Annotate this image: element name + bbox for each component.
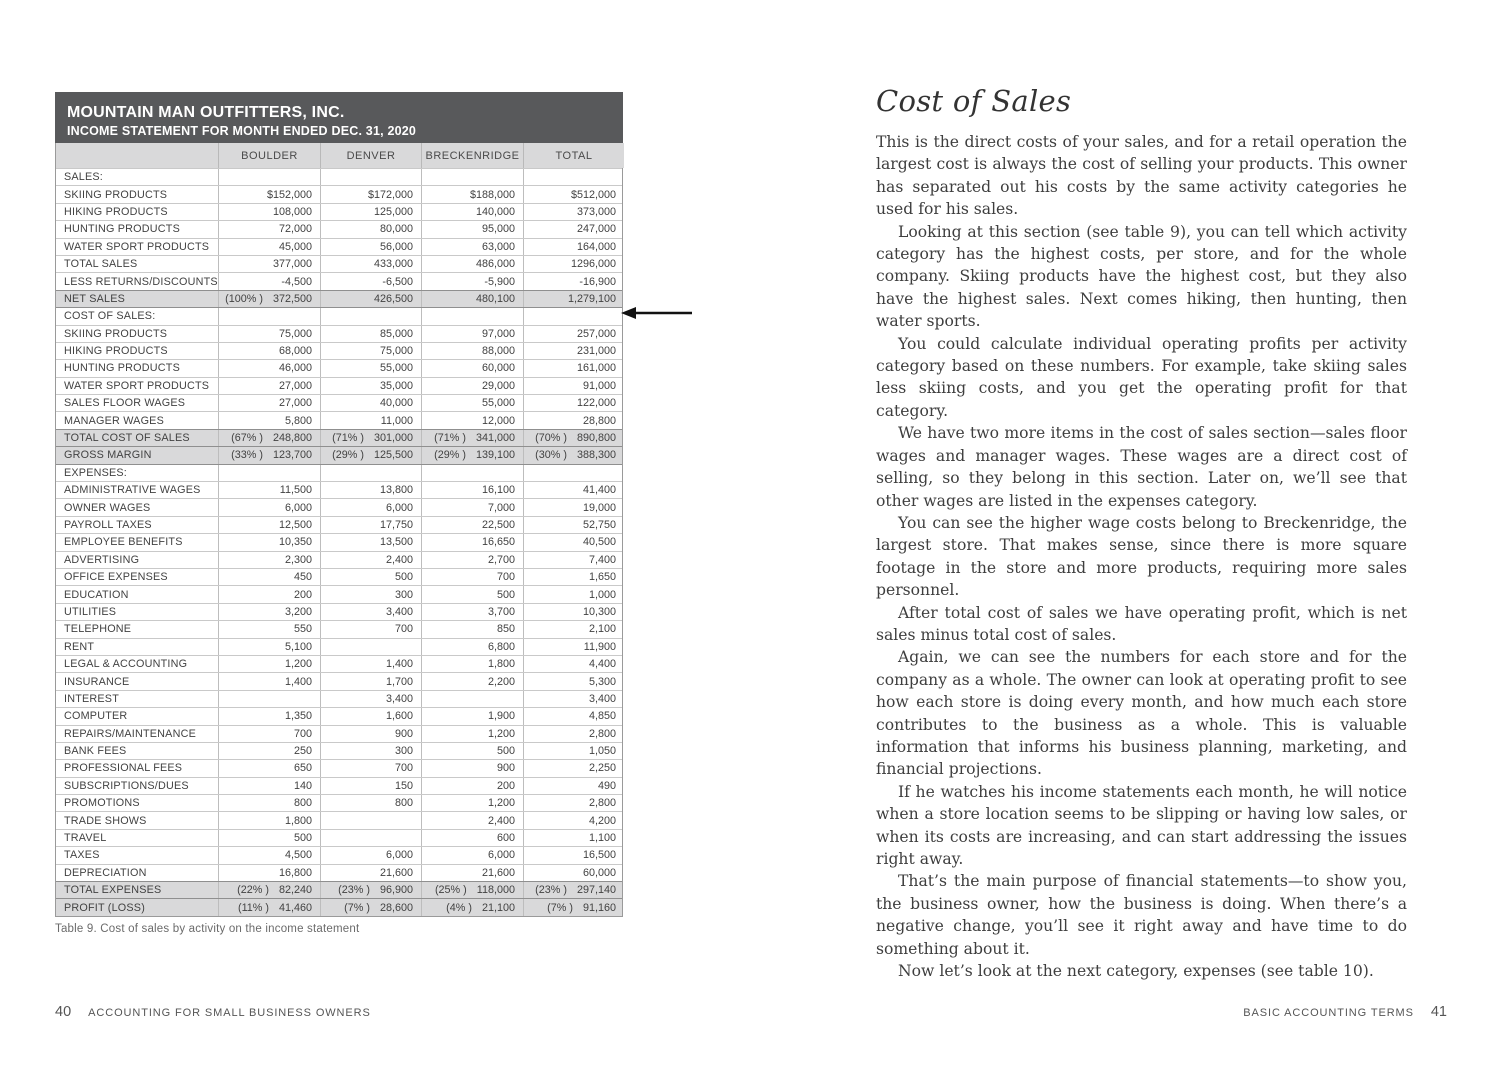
table-row [56, 707, 622, 724]
cell-value: 700 [320, 621, 421, 637]
cell-value: 247,000 [523, 221, 624, 237]
cell-value: 2,100 [523, 621, 624, 637]
cell-value: 68,000 [218, 343, 320, 359]
row-label: COMPUTER [64, 710, 128, 723]
cell-value: 40,000 [320, 395, 421, 411]
cell-value: (29% ) 139,100 [421, 447, 523, 463]
cell-value [218, 308, 320, 324]
cell-value: 88,000 [421, 343, 523, 359]
cell-value: 480,100 [421, 291, 523, 307]
cell-value [421, 465, 523, 481]
cell-value: (100% ) 372,500 [218, 291, 320, 307]
row-label: NET SALES [64, 292, 126, 305]
table-row [56, 238, 622, 255]
cell-value: (71% ) 341,000 [421, 430, 523, 446]
cell-value: 231,000 [523, 343, 624, 359]
table-row [56, 690, 622, 707]
row-label: HIKING PRODUCTS [64, 205, 168, 218]
row-label: EMPLOYEE BENEFITS [64, 536, 183, 549]
cell-value: 85,000 [320, 326, 421, 342]
cell-value [320, 169, 421, 185]
cell-value: 2,400 [320, 552, 421, 568]
cell-value: 1,800 [218, 812, 320, 828]
cell-value: 27,000 [218, 378, 320, 394]
row-label: PROMOTIONS [64, 797, 140, 810]
cell-value [421, 308, 523, 324]
cell-value: 63,000 [421, 239, 523, 255]
row-label: TAXES [64, 849, 100, 862]
cell-value: 4,400 [523, 656, 624, 672]
right-page-footer [1243, 1004, 1447, 1020]
row-label: UTILITIES [64, 605, 117, 618]
cell-value: 60,000 [523, 865, 624, 881]
cell-value: 12,000 [421, 412, 523, 428]
cell-value: 164,000 [523, 239, 624, 255]
cell-value: 5,300 [523, 673, 624, 689]
table-row [56, 864, 622, 881]
income-table-header-row [56, 143, 622, 168]
cell-value: 700 [320, 760, 421, 776]
cell-value: 75,000 [320, 343, 421, 359]
cell-value: 46,000 [218, 360, 320, 376]
cell-value: 6,000 [218, 499, 320, 515]
table-caption: Table 9. Cost of sales by activity on the income statement [55, 923, 360, 935]
cell-value: 500 [218, 830, 320, 846]
cell-value: 40,500 [523, 534, 624, 550]
income-table-body [56, 168, 622, 916]
cell-value: (70% ) 890,800 [523, 430, 624, 446]
cell-value: 16,650 [421, 534, 523, 550]
table-row [56, 846, 622, 863]
cell-value: 900 [320, 726, 421, 742]
row-label: RENT [64, 640, 95, 653]
cell-value: 4,850 [523, 708, 624, 724]
row-label: BANK FEES [64, 745, 127, 758]
row-label: WATER SPORT PRODUCTS [64, 379, 210, 392]
cell-value: (25% ) 118,000 [421, 882, 523, 898]
cell-value: 80,000 [320, 221, 421, 237]
cell-value [421, 169, 523, 185]
cell-value: 433,000 [320, 256, 421, 272]
cell-value: 800 [218, 795, 320, 811]
cell-value: 140,000 [421, 204, 523, 220]
cell-value: 2,200 [421, 673, 523, 689]
cell-value: 377,000 [218, 256, 320, 272]
table-row [56, 811, 622, 828]
cell-value [523, 308, 624, 324]
cell-value [218, 465, 320, 481]
cell-value: 11,000 [320, 412, 421, 428]
cell-value: 1,279,100 [523, 291, 624, 307]
cell-value [218, 169, 320, 185]
cell-value: 22,500 [421, 517, 523, 533]
cell-value: 75,000 [218, 326, 320, 342]
cell-value: 21,600 [320, 865, 421, 881]
cell-value: 7,000 [421, 499, 523, 515]
row-label: ADVERTISING [64, 553, 140, 566]
cell-value: 7,400 [523, 552, 624, 568]
table-row [56, 359, 622, 376]
row-label: SUBSCRIPTIONS/DUES [64, 779, 189, 792]
table-row [56, 377, 622, 394]
paragraph: Now let’s look at the next category, expenses (see table 10). [898, 962, 1374, 981]
cell-value: (67% ) 248,800 [218, 430, 320, 446]
cell-value: (33% ) 123,700 [218, 447, 320, 463]
table-row [56, 255, 622, 272]
table-row [56, 481, 622, 498]
table-subtitle: INCOME STATEMENT FOR MONTH ENDED DEC. 31, 2020 [67, 124, 417, 138]
row-label: MANAGER WAGES [64, 414, 164, 427]
cell-value: 2,700 [421, 552, 523, 568]
cell-value: 2,300 [218, 552, 320, 568]
cell-value: 257,000 [523, 326, 624, 342]
cell-value: $512,000 [523, 186, 624, 202]
cell-value [523, 169, 624, 185]
table-row [56, 498, 622, 515]
table-row [56, 290, 622, 307]
cell-value: 19,000 [523, 499, 624, 515]
cell-value: 1,800 [421, 656, 523, 672]
table-row [56, 446, 622, 463]
cell-value: 6,000 [421, 847, 523, 863]
cell-value: (23% ) 297,140 [523, 882, 624, 898]
cell-value: (71% ) 301,000 [320, 430, 421, 446]
row-label: TELEPHONE [64, 623, 132, 636]
cell-value: 41,400 [523, 482, 624, 498]
row-label: EXPENSES: [64, 466, 128, 479]
cell-value: 29,000 [421, 378, 523, 394]
row-label: INSURANCE [64, 675, 130, 688]
table-row [56, 672, 622, 689]
row-label: LEGAL & ACCOUNTING [64, 658, 188, 671]
cell-value: 60,000 [421, 360, 523, 376]
table-row [56, 516, 622, 533]
cell-value: 97,000 [421, 326, 523, 342]
cell-value [218, 691, 320, 707]
cell-value: 650 [218, 760, 320, 776]
cell-value: 2,250 [523, 760, 624, 776]
cell-value: -4,500 [218, 273, 320, 289]
cell-value: 4,500 [218, 847, 320, 863]
row-label: HUNTING PRODUCTS [64, 223, 180, 236]
cell-value: 6,800 [421, 639, 523, 655]
cell-value: (23% ) 96,900 [320, 882, 421, 898]
cell-value [320, 830, 421, 846]
cell-value [421, 691, 523, 707]
cell-value: 122,000 [523, 395, 624, 411]
row-label: PROFIT (LOSS) [64, 901, 145, 914]
cell-value: 6,000 [320, 847, 421, 863]
paragraph: That’s the main purpose of financial statements—to show you, the business owner, how the business is doing. When there’s a negative change, you’ll see it right away and have time to do something about it. [876, 872, 1407, 958]
row-label: TRAVEL [64, 832, 107, 845]
table-row [56, 220, 622, 237]
cell-value: 490 [523, 778, 624, 794]
cell-value: (30% ) 388,300 [523, 447, 624, 463]
cell-value: 12,500 [218, 517, 320, 533]
cell-value: 600 [421, 830, 523, 846]
table-row [56, 551, 622, 568]
paragraph: Looking at this section (see table 9), you can tell which activity category has the highest costs, per store, and for the whole company. Skiing products have the highest cost, but they also have the highest sales. Next comes hiking, then hunting, then water sports. [876, 222, 1407, 331]
table-row [56, 394, 622, 411]
row-label: OWNER WAGES [64, 501, 151, 514]
paragraph: You can see the higher wage costs belong to Breckenridge, the largest store. That makes sense, since there is more square footage in the store and more products, requiring more sales personnel. [876, 513, 1407, 600]
table-title: MOUNTAIN MAN OUTFITTERS, INC. [67, 104, 345, 121]
row-label: HUNTING PRODUCTS [64, 362, 180, 375]
table-row [56, 742, 622, 759]
cell-value: 16,500 [523, 847, 624, 863]
cell-value: 125,000 [320, 204, 421, 220]
paragraph: We have two more items in the cost of sales section—sales floor wages and manager wages. These wages are a direct cost of selling, so they belong in this section. Later on, we’ll see that other wages are listed in the expenses category. [876, 424, 1407, 510]
right-running-head: BASIC ACCOUNTING TERMS [1243, 1007, 1414, 1019]
table-row [56, 325, 622, 342]
paragraph: If he watches his income statements each month, he will notice when a store location seems to be slipping or having low sales, or when its costs are increasing, and can start addressing the issues right away. [876, 782, 1407, 868]
cell-value: 300 [320, 586, 421, 602]
column-header: TOTAL [523, 143, 624, 168]
table-row [56, 429, 622, 446]
cell-value: 200 [218, 586, 320, 602]
cell-value: $172,000 [320, 186, 421, 202]
cell-value: 13,500 [320, 534, 421, 550]
cell-value: (29% ) 125,500 [320, 447, 421, 463]
cell-value: 700 [218, 726, 320, 742]
cell-value: 1,000 [523, 586, 624, 602]
table-row [56, 829, 622, 846]
cell-value: 17,750 [320, 517, 421, 533]
table-row [56, 533, 622, 550]
cell-value: 10,350 [218, 534, 320, 550]
income-statement-table [55, 92, 623, 917]
section-heading: Cost of Sales [876, 84, 1072, 118]
cell-value: 52,750 [523, 517, 624, 533]
cell-value: 1,400 [320, 656, 421, 672]
income-table-grid [55, 143, 623, 917]
cell-value: 700 [421, 569, 523, 585]
table-row [56, 411, 622, 428]
table-row [56, 777, 622, 794]
cell-value [320, 465, 421, 481]
cell-value: 11,500 [218, 482, 320, 498]
paragraph: Again, we can see the numbers for each store and for the company as a whole. The owner can look at operating profit to see how each store is doing every month, and how much each store contributes to the business as a whole. This is valuable information that informs his business planning, marketing, and financial projections. [876, 648, 1407, 779]
cell-value: 300 [320, 743, 421, 759]
cell-value: 27,000 [218, 395, 320, 411]
cell-value: 56,000 [320, 239, 421, 255]
cell-value: (7% ) 91,160 [523, 899, 624, 915]
table-row [56, 620, 622, 637]
cell-value: 250 [218, 743, 320, 759]
cell-value: 5,800 [218, 412, 320, 428]
row-label: TOTAL COST OF SALES [64, 432, 190, 445]
row-label: OFFICE EXPENSES [64, 571, 168, 584]
column-header: BOULDER [218, 143, 320, 168]
body-paragraphs [876, 131, 1407, 982]
row-label: SALES FLOOR WAGES [64, 397, 186, 410]
cell-value: 2,400 [421, 812, 523, 828]
cell-value: 1,050 [523, 743, 624, 759]
cell-value: 55,000 [320, 360, 421, 376]
cell-value: 1,350 [218, 708, 320, 724]
row-label: PAYROLL TAXES [64, 519, 152, 531]
cell-value: 200 [421, 778, 523, 794]
cell-value: 3,700 [421, 604, 523, 620]
cell-value: 500 [421, 586, 523, 602]
paragraph: You could calculate individual operating profits per activity category based on these numbers. For example, take skiing sales less skiing costs, and you get the operating profit for that category. [876, 334, 1407, 420]
row-label: INTEREST [64, 692, 119, 705]
paragraph: This is the direct costs of your sales, and for a retail operation the largest cost is always the cost of selling your products. This owner has separated out his costs by the same activity categories he used for his sales. [876, 133, 1407, 219]
cell-value: 850 [421, 621, 523, 637]
cell-value: 1,200 [421, 726, 523, 742]
cell-value: 486,000 [421, 256, 523, 272]
cell-value: 2,800 [523, 795, 624, 811]
article-column [876, 84, 1407, 982]
row-label: TRADE SHOWS [64, 814, 147, 827]
table-row [56, 185, 622, 202]
cell-value: 1296,000 [523, 256, 624, 272]
column-header [56, 143, 218, 168]
cell-value: 3,400 [523, 691, 624, 707]
cell-value: 3,200 [218, 604, 320, 620]
table-row [56, 638, 622, 655]
table-row [56, 464, 622, 481]
cell-value: 72,000 [218, 221, 320, 237]
right-page-number: 41 [1430, 1004, 1447, 1020]
cell-value: 55,000 [421, 395, 523, 411]
left-page-footer [55, 1004, 371, 1020]
cell-value: (22% ) 82,240 [218, 882, 320, 898]
cell-value: 150 [320, 778, 421, 794]
cell-value: $152,000 [218, 186, 320, 202]
cell-value: 28,800 [523, 412, 624, 428]
row-label: COST OF SALES: [64, 310, 156, 323]
cell-value: 1,200 [218, 656, 320, 672]
table-title-band [55, 92, 623, 143]
cell-value: 21,600 [421, 865, 523, 881]
column-header: DENVER [320, 143, 421, 168]
cell-value: 1,400 [218, 673, 320, 689]
cell-value: (11% ) 41,460 [218, 899, 320, 915]
cell-value: 161,000 [523, 360, 624, 376]
column-header: BRECKENRIDGE [421, 143, 523, 168]
cell-value: $188,000 [421, 186, 523, 202]
table-row [56, 655, 622, 672]
cell-value: 1,700 [320, 673, 421, 689]
cell-value: (7% ) 28,600 [320, 899, 421, 915]
cell-value: 4,200 [523, 812, 624, 828]
cell-value: 2,800 [523, 726, 624, 742]
cell-value [523, 465, 624, 481]
cell-value: (4% ) 21,100 [421, 899, 523, 915]
arrow-left-icon [621, 306, 693, 320]
table-row [56, 725, 622, 742]
cell-value: 373,000 [523, 204, 624, 220]
cell-value: 550 [218, 621, 320, 637]
cell-value: 1,100 [523, 830, 624, 846]
cell-value: 35,000 [320, 378, 421, 394]
row-label: HIKING PRODUCTS [64, 345, 168, 358]
table-row [56, 342, 622, 359]
table-row [56, 794, 622, 811]
cell-value: 800 [320, 795, 421, 811]
row-label: DEPRECIATION [64, 866, 147, 879]
cell-value: 5,100 [218, 639, 320, 655]
row-label: ADMINISTRATIVE WAGES [64, 484, 201, 497]
table-row [56, 759, 622, 776]
cell-value: 16,800 [218, 865, 320, 881]
left-running-head: ACCOUNTING FOR SMALL BUSINESS OWNERS [88, 1007, 371, 1019]
row-label: WATER SPORT PRODUCTS [64, 240, 210, 253]
cell-value: -6,500 [320, 273, 421, 289]
cell-value [320, 308, 421, 324]
table-row [56, 603, 622, 620]
row-label: SKIING PRODUCTS [64, 327, 168, 340]
cell-value: 1,600 [320, 708, 421, 724]
cell-value: 6,000 [320, 499, 421, 515]
cell-value: 13,800 [320, 482, 421, 498]
cell-value: 91,000 [523, 378, 624, 394]
cell-value: 95,000 [421, 221, 523, 237]
cell-value: 1,900 [421, 708, 523, 724]
row-label: SKIING PRODUCTS [64, 188, 168, 201]
table-row [56, 568, 622, 585]
cell-value: 3,400 [320, 691, 421, 707]
cell-value: -5,900 [421, 273, 523, 289]
table-row [56, 585, 622, 602]
table-row [56, 307, 622, 324]
row-label: PROFESSIONAL FEES [64, 762, 183, 775]
paragraph: After total cost of sales we have operating profit, which is net sales minus total cost of sales. [876, 603, 1407, 644]
row-label: TOTAL SALES [64, 258, 138, 271]
cell-value: 426,500 [320, 291, 421, 307]
cell-value: 16,100 [421, 482, 523, 498]
cell-value: 10,300 [523, 604, 624, 620]
table-row [56, 898, 622, 915]
table-row [56, 203, 622, 220]
cell-value: 3,400 [320, 604, 421, 620]
row-label: SALES: [64, 171, 104, 184]
cell-value: 45,000 [218, 239, 320, 255]
table-row [56, 168, 622, 185]
row-label: EDUCATION [64, 588, 129, 601]
cell-value: 1,200 [421, 795, 523, 811]
cell-value: 500 [320, 569, 421, 585]
cell-value [320, 639, 421, 655]
cell-value: -16,900 [523, 273, 624, 289]
row-label: LESS RETURNS/DISCOUNTS [64, 275, 218, 288]
table-row [56, 272, 622, 289]
table-row [56, 881, 622, 898]
cell-value: 1,650 [523, 569, 624, 585]
cell-value: 140 [218, 778, 320, 794]
cell-value: 500 [421, 743, 523, 759]
cell-value: 108,000 [218, 204, 320, 220]
cell-value: 450 [218, 569, 320, 585]
cell-value: 11,900 [523, 639, 624, 655]
row-label: GROSS MARGIN [64, 449, 152, 462]
cell-value [320, 812, 421, 828]
left-page-number: 40 [55, 1004, 72, 1020]
row-label: TOTAL EXPENSES [64, 884, 162, 897]
cell-value: 900 [421, 760, 523, 776]
row-label: REPAIRS/MAINTENANCE [64, 727, 196, 740]
